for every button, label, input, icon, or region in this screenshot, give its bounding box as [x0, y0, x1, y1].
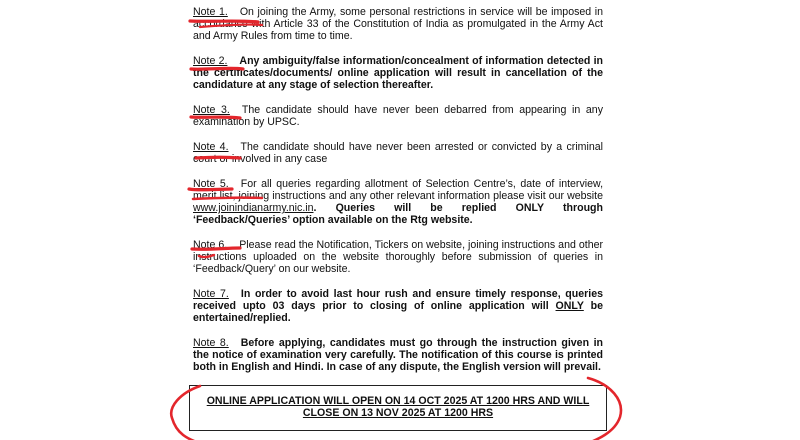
notice-line-2: CLOSE ON 13 NOV 2025 AT 1200 HRS: [302, 407, 494, 419]
note-label: Note 3.: [193, 104, 230, 116]
note-text: The candidate should have never been arrested or convicted by a criminal court or involved in any case: [193, 141, 603, 165]
note-text: The candidate should have never been debarred from appearing in any examination by UPSC.: [193, 104, 603, 128]
application-dates-notice: [189, 385, 607, 431]
note-label: Note 5.: [193, 178, 229, 190]
note-text: Please read the Notification, Tickers on website, joining instructions and other instructions uploaded on the website thoroughly before submission of queries in ‘Feedback/Query’ on our website.: [193, 239, 603, 275]
note-text: . Queries will be replied ONLY through ‘Feedback/Queries’ option available on the Rtg website.: [193, 202, 603, 226]
note-label: Note 8.: [193, 337, 229, 349]
note-text: For all queries regarding allotment of Selection Centre’s, date of interview, merit list, joining instructions and any other relevant information please visit our website: [193, 178, 604, 202]
note-5: [193, 178, 603, 226]
note-text: Before applying, candidates must go through the instruction given in the notice of examination very carefully. The notification of this course is printed both in English and Hindi. In case of any dispute, the English version will prevail.: [193, 337, 604, 373]
note-7: [193, 288, 603, 324]
note-label: Note 1.: [193, 6, 228, 18]
note-label: Note 7.: [193, 288, 229, 300]
note-8: [193, 337, 603, 373]
note-text: Any ambiguity/false information/concealment of information detected in the certificates/documents/ online application will result in cancellation of the candidature at any stage of selection thereafter.: [193, 55, 604, 91]
note-text: be entertained/replied.: [193, 300, 604, 324]
note-6: [193, 239, 603, 275]
note-text: ONLY: [555, 300, 584, 312]
note-label: Note 6.: [193, 239, 228, 251]
note-label: Note 4.: [193, 141, 229, 153]
note-2: [193, 55, 603, 91]
notice-line-1: ONLINE APPLICATION WILL OPEN ON 14 OCT 2025 AT 1200 HRS AND WILL: [206, 395, 590, 407]
note-3: [193, 104, 603, 128]
notes-list: [193, 6, 603, 386]
note-text: In order to avoid last hour rush and ensure timely response, queries received upto 03 days prior to closing of online application will: [193, 288, 603, 312]
note-text: On joining the Army, some personal restrictions in service will be imposed in accordance with Article 33 of the Constitution of India as promulgated in the Army Act and Army Rules from time to time.: [193, 6, 604, 42]
note-4: [193, 141, 603, 165]
note-1: [193, 6, 603, 42]
note-text: www.joinindianarmy.nic.in: [193, 202, 314, 214]
note-label: Note 2.: [193, 55, 228, 67]
